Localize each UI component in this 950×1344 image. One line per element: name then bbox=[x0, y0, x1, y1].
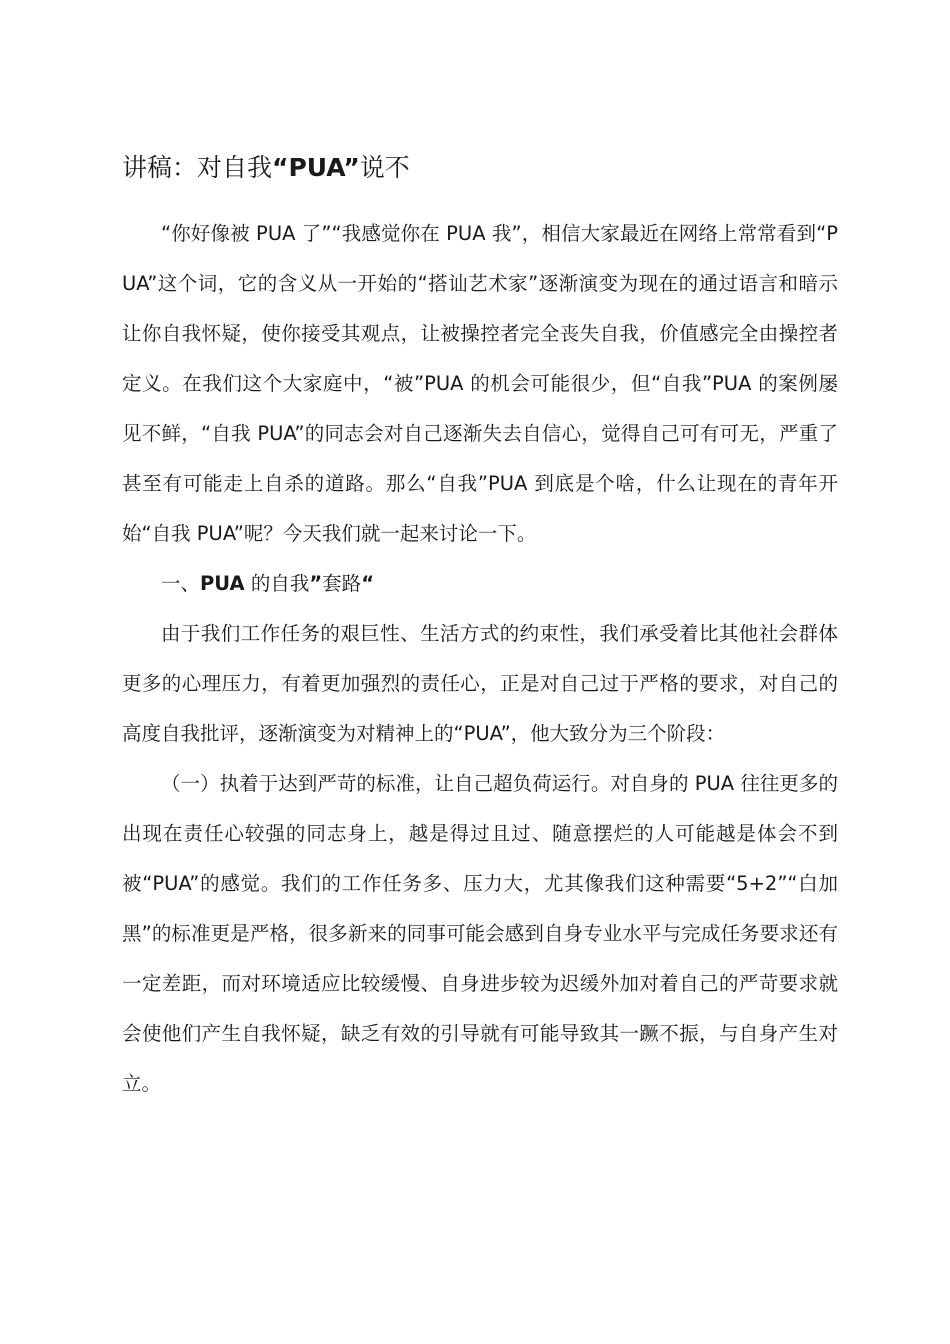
section-heading bbox=[122, 559, 838, 609]
section-heading-prefix: 一、 bbox=[161, 572, 201, 595]
document-page bbox=[122, 150, 838, 1109]
body-paragraph: （一）执着于达到严苛的标准，让自己超负荷运行。对自身的 PUA 往往更多的出现在责任心较强的同志身上，越是得过且过、随意摆烂的人可能越是体会不到被“PUA”的感觉。我们的工作任务多、压力大，尤其像我们这种需要“5+2”“白加黑”的标准更是严格，很多新来的同事可能会感到自身专业水平与完成任务要求还有一定差距，而对环境适应比较缓慢、自身进步较为迟缓外加对着自己的严苛要求就会使他们产生自我怀疑，缺乏有效的引导就有可能导致其一蹶不振，与自身产生对立。 bbox=[122, 772, 838, 1095]
document-title bbox=[122, 150, 838, 186]
title-bold: “PUA” bbox=[272, 153, 360, 182]
section-heading-text: 套路 bbox=[322, 572, 362, 595]
section-heading-quote-open: “ bbox=[361, 572, 375, 595]
section-heading-middle: 的自我 bbox=[244, 572, 310, 595]
title-prefix: 讲稿：对自我 bbox=[122, 153, 273, 182]
section-heading-bold: PUA bbox=[200, 572, 245, 595]
section-heading-quote-close: ” bbox=[309, 572, 323, 595]
title-suffix: 说不 bbox=[359, 153, 410, 182]
intro-paragraph: “你好像被 PUA 了”“我感觉你在 PUA 我”，相信大家最近在网络上常常看到“PUA”这个词，它的含义从一开始的“搭讪艺术家”逐渐演变为现在的通过语言和暗示让你自我怀疑，使你接受其观点，让被操控者完全丧失自我，价值感完全由操控者定义。在我们这个大家庭中，“被”PUA 的机会可能很少，但“自我”PUA 的案例屡见不鲜，“自我 PUA”的同志会对自己逐渐失去自信心，觉得自己可有可无，严重了甚至有可能走上自杀的道路。那么“自我”PUA 到底是个啥，什么让现在的青年开始“自我 PUA”呢？今天我们就一起来讨论一下。 bbox=[122, 222, 838, 545]
body-paragraph: 由于我们工作任务的艰巨性、生活方式的约束性，我们承受着比其他社会群体更多的心理压力，有着更加强烈的责任心，正是对自己过于严格的要求，对自己的高度自我批评，逐渐演变为对精神上的“PUA”，他大致分为三个阶段： bbox=[122, 622, 838, 745]
